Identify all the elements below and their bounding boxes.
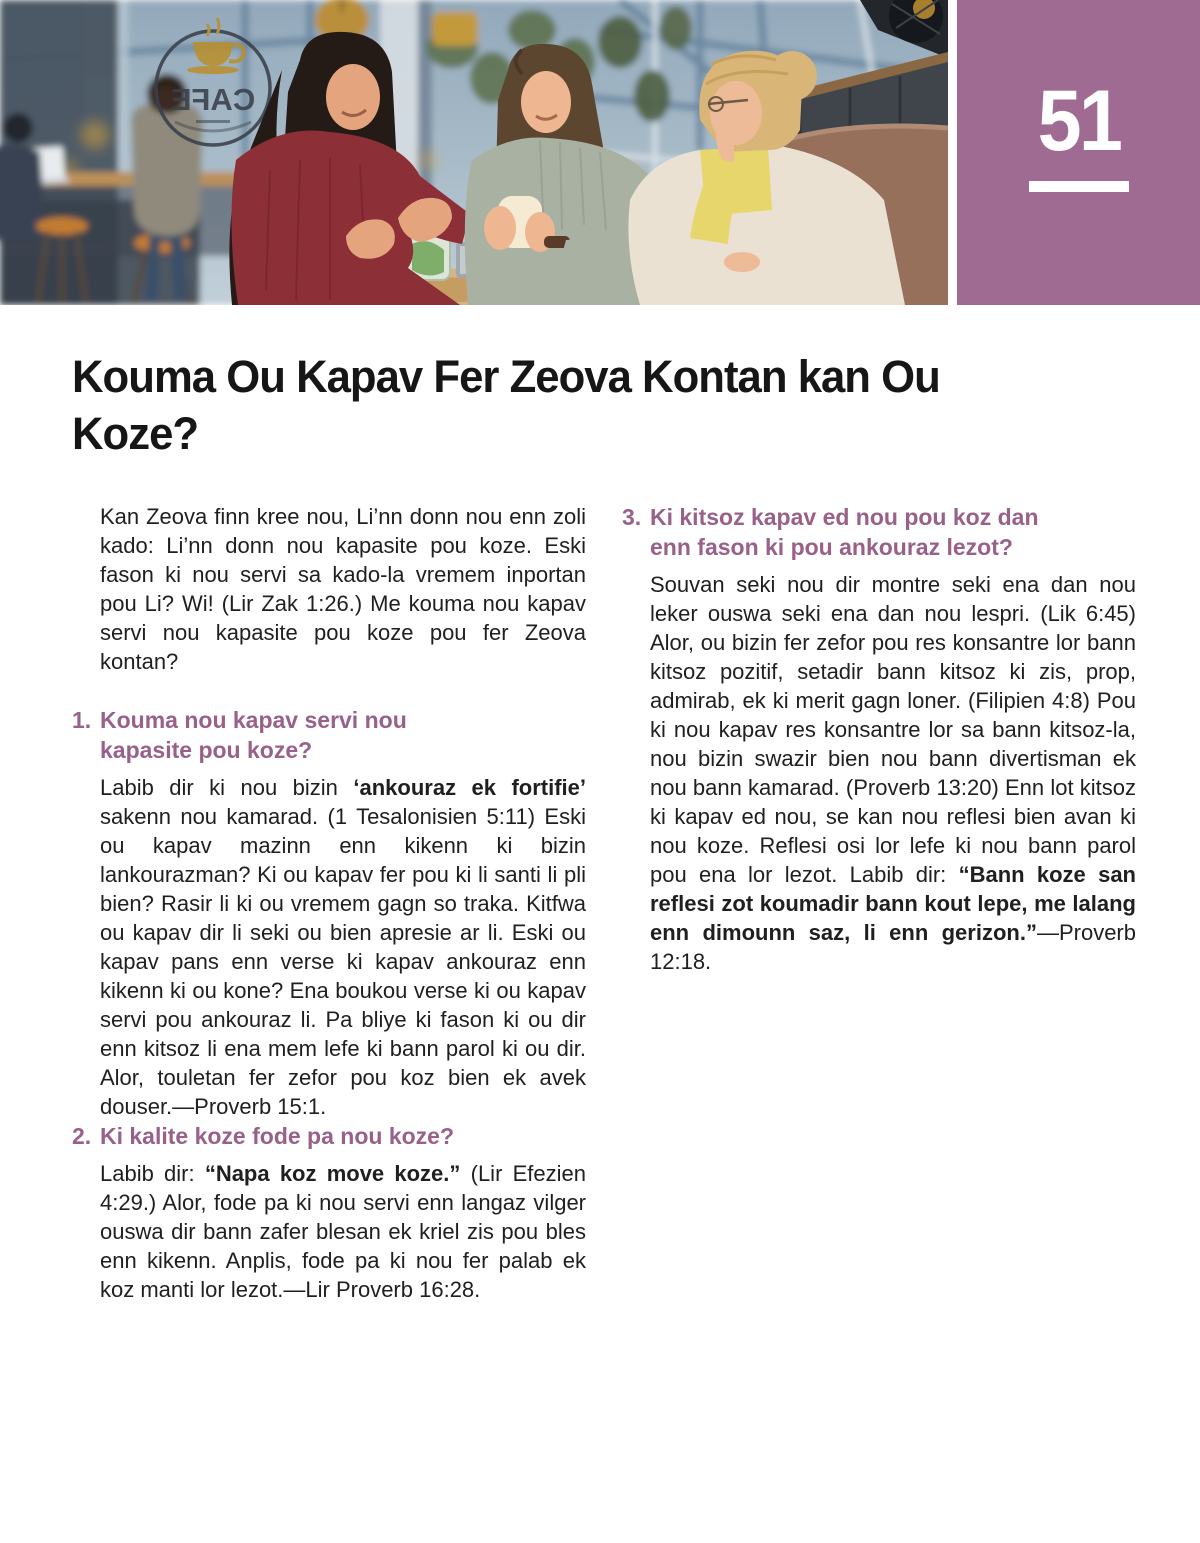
section-2-number: 2.	[72, 1123, 92, 1149]
section-2-paragraph: Labib dir: “Napa koz move koze.” (Lir Efezien 4:29.) Alor, fode pa ki nou servi enn langaz vilger ouswa dir bann zafer blesan ek kriel zis pou bles enn kikenn. Anplis, fode pa ki nou fer palab ek koz manti lor lezot.—Lir Proverb 16:28.	[100, 1161, 586, 1302]
intro-paragraph: Kan Zeova finn kree nou, Li’nn donn nou enn zoli kado: Li’nn donn nou kapasite pou koze. Eski fason ki nou servi sa kado-la vremem inportan pou Li? Wi! (Lir Zak 1:26.) Me kouma nou kapav servi nou kapasite pou koze pou fer Zeova kontan?	[100, 504, 586, 674]
section-3-heading-text: Ki kitsoz kapav ed nou pou koz dan enn fason ki pou ankouraz lezot?	[650, 504, 1039, 560]
cafe-scene-illustration	[0, 0, 948, 305]
section-3	[622, 502, 1136, 976]
section-1-heading	[72, 705, 586, 765]
section-3-number: 3.	[622, 504, 642, 530]
hero-photo	[0, 0, 948, 305]
section-2	[72, 1121, 586, 1304]
section-1	[72, 705, 586, 1121]
section-3-heading	[622, 502, 1136, 562]
section-1-paragraph: Labib dir ki nou bizin ‘ankouraz ek fortifie’ sakenn nou kamarad. (1 Tesalonisien 5:11) Eski ou kapav mazinn enn kikenn ki bizin lankourazman? Ki ou kapav fer pou ki li santi li pli bien? Rasir li ki ou vremem gagn so traka. Kitfwa ou kapav dir li seki ou bien apresie ar li. Eski ou kapav pans enn verse ki kapav ankouraz enn kikenn ki ou kone? Ena boukou verse ki ou kapav servi pou ankouraz li. Pa bliye ki fason ki ou dir enn kitsoz li ena mem lefe ki bann parol ki ou dir. Alor, touletan fer zefor pou koz bien ek avek douser.—Proverb 15:1.	[100, 775, 586, 1119]
section-3-paragraph: Souvan seki nou dir montre seki ena dan nou leker ouswa seki ena dan nou lespri. (Lik 6:45) Alor, ou bizin fer zefor pou res konsantre lor bann kitsoz pozitif, setadir bann kitsoz ki zis, prop, admirab, ek ki merit gagn loner. (Filipien 4:8) Pou ki nou kapav res konsantre lor sa bann kitsoz-la, nou bizin swazir bien nou bann divertisman ek nou bann kamarad. (Proverb 13:20) Enn lot kitsoz ki kapav ed nou, se kan nou reflesi bien avan ki nou koze. Reflesi osi lor lefe ki nou bann parol pou ena lor lezot. Labib dir: “Bann koze san reflesi zot koumadir bann kout lepe, me lalang enn dimounn saz, li enn gerizon.”—Proverb 12:18.	[650, 572, 1136, 974]
left-column	[72, 502, 586, 1304]
page-title: Kouma Ou Kapav Fer Zeova Kontan kan Ou Koze?	[72, 351, 940, 459]
section-1-number: 1.	[72, 707, 92, 733]
section-1-heading-text: Kouma nou kapav servi nou kapasite pou koze?	[100, 707, 407, 763]
cafe-sign-text: CAFE	[170, 82, 256, 117]
hand-on-table	[724, 252, 760, 272]
right-column	[622, 502, 1136, 1304]
two-column-layout	[72, 502, 1136, 1304]
lesson-number-underline	[1029, 181, 1129, 192]
article-content	[72, 348, 1136, 1304]
lesson-number-block	[957, 0, 1200, 305]
section-2-heading	[72, 1121, 586, 1151]
lesson-number: 51	[1037, 73, 1120, 169]
section-2-heading-text: Ki kalite koze fode pa nou koze?	[100, 1123, 455, 1149]
